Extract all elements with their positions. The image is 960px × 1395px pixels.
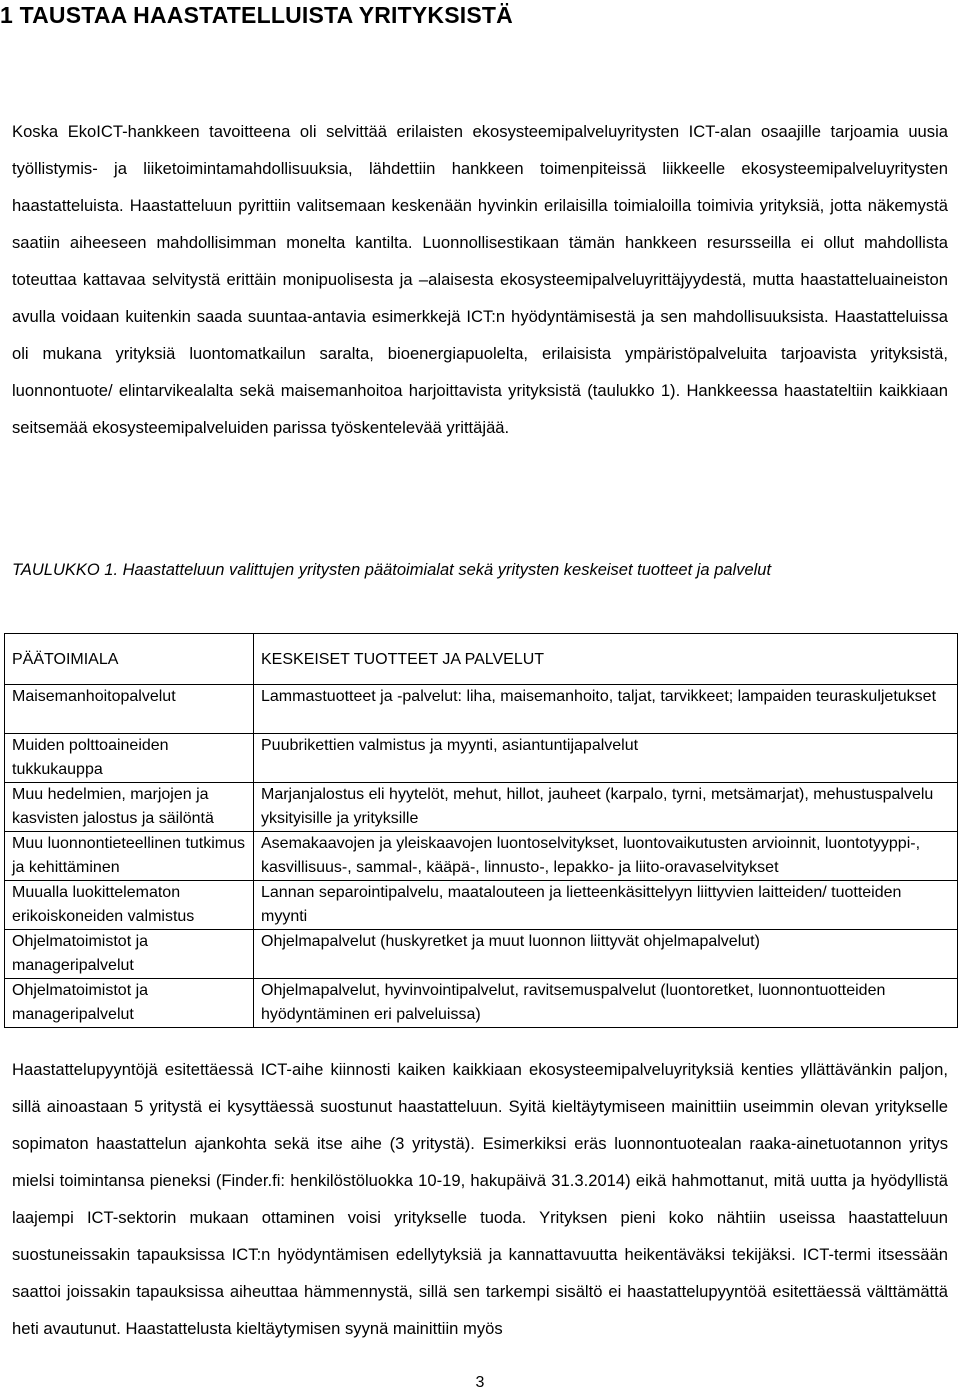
industry-cell: Muualla luokittelematon erikoiskoneiden valmistus — [5, 881, 254, 930]
header-industry: PÄÄTOIMIALA — [5, 634, 254, 685]
table-row — [5, 734, 958, 783]
intro-paragraph: Koska EkoICT-hankkeen tavoitteena oli selvittää erilaisten ekosysteemipalveluyritysten ICT-alan osaajille tarjoamia uusia työllistymis- ja liiketoimintamahdollisuuksia, lähdettiin hankkeen toimenpiteissä liikkeelle ekosysteemipalveluyritysten haastatteluista. Haastatteluun pyrittiin valitsemaan keskenään hyvinkin erilaisilla toimialoilla toimivia yrityksiä, jotta näkemystä saatiin aiheeseen mahdollisimman monelta kantilta. Luonnollisestikaan tämän hankkeen resursseilla ei ollut mahdollista toteuttaa kattavaa selvitystä erittäin monipuolisesta ja –alaisesta ekosysteemipalveluyrittäjyydestä, mutta haastatteluaineiston avulla voidaan kuitenkin saada suuntaa-antavia esimerkkejä ICT:n hyödyntämisestä ja sen mahdollisuuksista. Haastatteluissa oli mukana yrityksiä luontomatkailun saralta, bioenergiapuolelta, erilaisista ympäristöpalveluita tarjoavista yrityksistä, luonnontuote/ elintarvikealalta sekä maisemanhoitoa harjoittavista yrityksistä (taulukko 1). Hankkeessa haastateltiin kaikkiaan seitsemää ekosysteemipalveluiden parissa työskentelevää yrittäjää. — [12, 122, 948, 437]
products-cell: Puubrikettien valmistus ja myynti, asiantuntijapalvelut — [254, 734, 958, 783]
products-cell: Ohjelmapalvelut (huskyretket ja muut luonnon liittyvät ohjelmapalvelut) — [254, 930, 958, 979]
table-caption: TAULUKKO 1. Haastatteluun valittujen yritysten päätoimialat sekä yritysten keskeiset tuotteet ja palvelut — [12, 561, 772, 579]
products-cell: Lannan separointipalvelu, maatalouteen ja lietteenkäsittelyyn liittyvien laitteiden/ tuotteiden myynti — [254, 881, 958, 930]
table-row — [5, 979, 958, 1028]
industry-cell: Ohjelmatoimistot ja manageripalvelut — [5, 979, 254, 1028]
industry-cell: Muu hedelmien, marjojen ja kasvisten jalostus ja säilöntä — [5, 783, 254, 832]
header-products: KESKEISET TUOTTEET JA PALVELUT — [254, 634, 958, 685]
industry-cell: Muiden polttoaineiden tukkukauppa — [5, 734, 254, 783]
followup-paragraph: Haastattelupyyntöjä esitettäessä ICT-aihe kiinnosti kaiken kaikkiaan ekosysteemipalveluyrityksiä kenties yllättävänkin paljon, sillä ainoastaan 5 yritystä ei kysyttäessä suostunut haastatteluun. Syitä kieltäytymiseen mainittiin useimmin olevan yritykselle sopimaton haastattelun ajankohta sekä itse aihe (3 yritystä). Esimerkiksi eräs luonnontuotealan raaka-ainetuotannon yritys mielsi toimintansa pieneksi (Finder.fi: henkilöstöluokka 10-19, hakupäivä 31.3.2014) eikä hahmottanut, mitä uutta ja hyödyllistä laajempi ICT-sektorin mukaan ottaminen voisi yritykselle tuoda. Yrityksen pieni koko nähtiin useissa haastatteluun suostuneissakin tapauksissa ICT:n hyödyntämisen edellytyksiä ja kannattavuutta heikentäväksi tekijäksi. ICT-termi itsessään saattoi joissakin tapauksissa aiheuttaa hämmennystä, sillä sen tarkempi sisältö ei haastattelupyyntöä esitettäessä välttämättä heti avautunut. Haastattelusta kieltäytymisen syynä mainittiin myös — [12, 1060, 948, 1338]
table-row — [5, 832, 958, 881]
table-row — [5, 783, 958, 832]
section-heading: 1 TAUSTAA HAASTATELLUISTA YRITYKSISTÄ — [0, 2, 513, 28]
industry-cell: Muu luonnontieteellinen tutkimus ja kehittäminen — [5, 832, 254, 881]
products-cell: Ohjelmapalvelut, hyvinvointipalvelut, ravitsemuspalvelut (luontoretket, luonnontuotteiden hyödyntäminen eri palveluissa) — [254, 979, 958, 1028]
business-table — [4, 633, 958, 1028]
industry-cell: Maisemanhoitopalvelut — [5, 685, 254, 734]
products-cell: Marjanjalostus eli hyytelöt, mehut, hillot, jauheet (karpalo, tyrni, metsämarjat), mehustuspalvelu yksityisille ja yrityksille — [254, 783, 958, 832]
industry-cell: Ohjelmatoimistot ja manageripalvelut — [5, 930, 254, 979]
table-row — [5, 881, 958, 930]
products-cell: Lammastuotteet ja -palvelut: liha, maisemanhoito, taljat, tarvikkeet; lampaiden teuraskuljetukset — [254, 685, 958, 734]
products-cell: Asemakaavojen ja yleiskaavojen luontoselvitykset, luontovaikutusten arvioinnit, luontotyyppi-, kasvillisuus-, sammal-, kääpä-, linnusto-, lepakko- ja liito-oravaselvitykset — [254, 832, 958, 881]
table-row — [5, 685, 958, 734]
table-row — [5, 930, 958, 979]
table-header-row — [5, 634, 958, 685]
page-number: 3 — [475, 1374, 485, 1391]
